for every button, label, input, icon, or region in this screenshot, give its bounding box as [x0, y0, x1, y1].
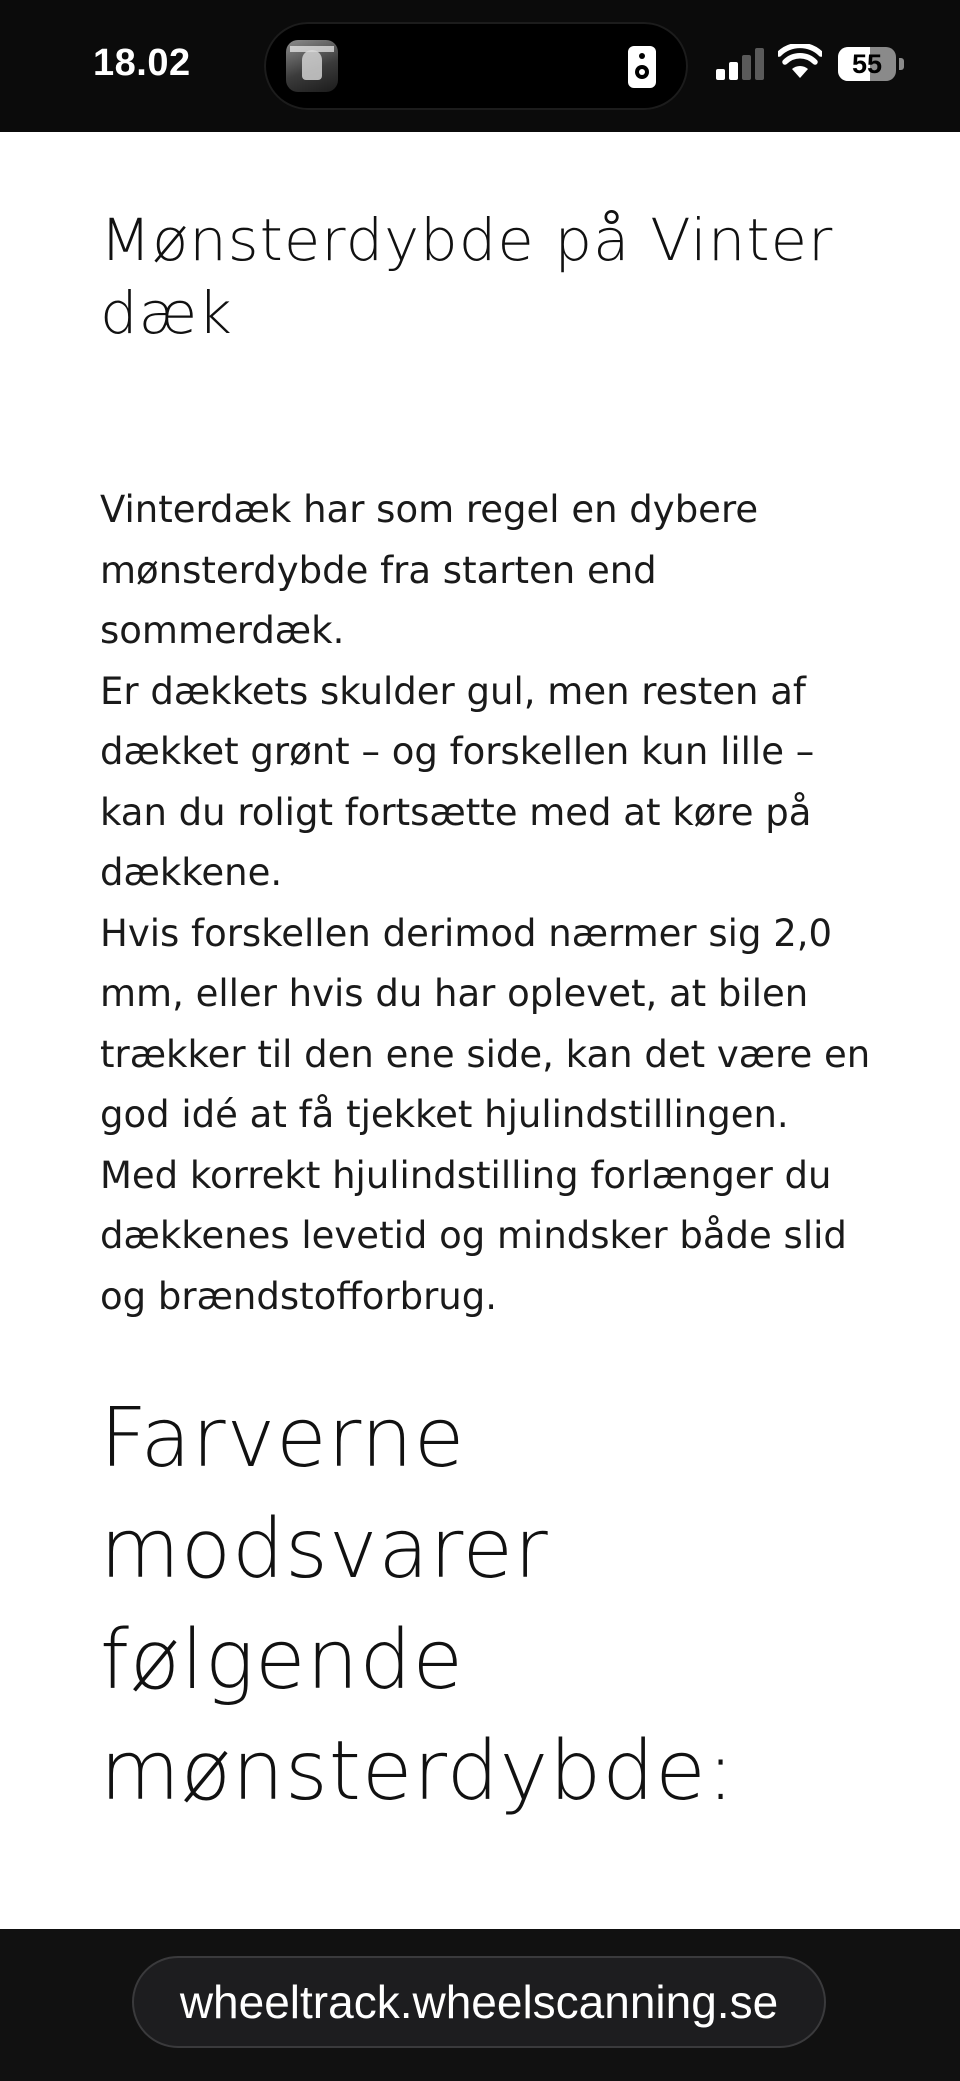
battery-icon	[838, 47, 904, 81]
battery-level: 55	[851, 49, 883, 79]
article-paragraph: Hvis forskellen derimod nærmer sig 2,0 mm, eller hvis du har oplevet, at bilen trækker til den ene side, kan det være en god idé at få tjekket hjulindstillingen.	[100, 911, 871, 1136]
signal-bar	[742, 55, 751, 80]
wifi-icon	[778, 44, 822, 80]
signal-bar	[716, 69, 725, 80]
article-content	[100, 132, 890, 1827]
signal-bar	[729, 62, 738, 80]
dynamic-island[interactable]	[264, 22, 688, 110]
app-thumbnail-icon[interactable]	[286, 40, 338, 92]
browser-bottom-bar	[0, 1929, 960, 2081]
address-bar[interactable]: wheeltrack.wheelscanning.se	[132, 1956, 826, 2048]
speaker-icon	[628, 46, 656, 88]
article-paragraph: Vinterdæk har som regel en dybere mønsterdybde fra starten end sommerdæk.	[100, 488, 759, 652]
article-body	[100, 480, 890, 1327]
article-subheading: Farverne modsvarer følgende mønsterdybde:	[100, 1391, 736, 1819]
article-paragraph: Med korrekt hjulindstilling forlænger du dækkenes levetid og mindsker både slid og brændstofforbrug.	[100, 1153, 847, 1318]
signal-bar	[755, 48, 764, 80]
status-time: 18.02	[93, 42, 191, 84]
article-paragraph: Er dækkets skulder gul, men resten af dækket grønt – og forskellen kun lille – kan du roligt fortsætte med at køre på dækkene.	[100, 669, 815, 894]
status-bar	[0, 0, 960, 132]
article-heading: Mønsterdybde på Vinter dæk	[100, 206, 834, 347]
cellular-signal-icon	[716, 48, 764, 80]
